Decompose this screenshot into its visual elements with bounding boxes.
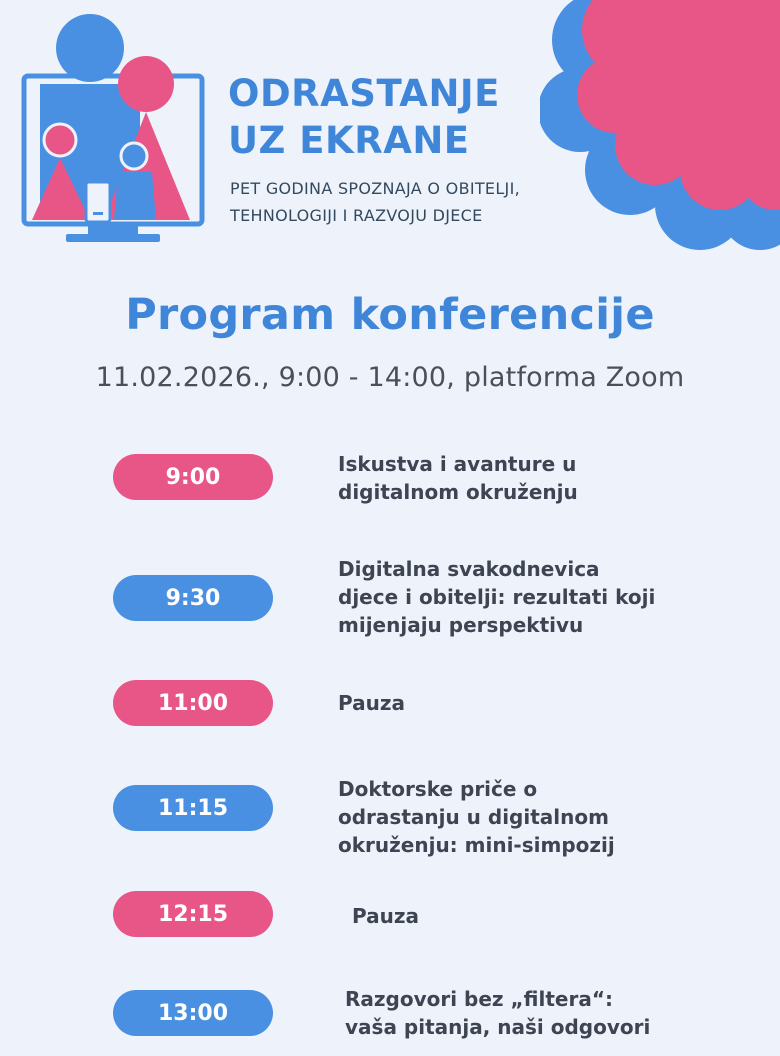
time-badge: 9:00: [113, 454, 273, 500]
time-badge: 13:00: [113, 990, 273, 1036]
schedule-item-line: mijenjaju perspektivu: [338, 613, 584, 637]
event-dateline: 11.02.2026., 9:00 - 14:00, platforma Zoom: [95, 362, 685, 393]
decorative-cloud: [540, 0, 780, 250]
brand-title: [228, 70, 500, 164]
schedule-item-line: Razgovori bez „filtera“:: [345, 987, 613, 1011]
brand-title-line: ODRASTANJE: [228, 72, 500, 115]
schedule-item-line: Pauza: [338, 691, 405, 715]
schedule-item-line: odrastanju u digitalnom: [338, 805, 609, 829]
brand-subtitle-line: TEHNOLOGIJI I RAZVOJU DJECE: [230, 206, 483, 225]
page-title: Program konferencije: [125, 290, 655, 340]
time-badge: 12:15: [113, 891, 273, 937]
schedule-item-line: Pauza: [352, 904, 419, 928]
time-badge: 11:00: [113, 680, 273, 726]
schedule-item-title: [338, 775, 615, 859]
schedule-item-title: [338, 450, 578, 506]
brand-title-line: UZ EKRANE: [228, 119, 470, 162]
time-badge: 9:30: [113, 575, 273, 621]
schedule-item-line: okruženju: mini-simpozij: [338, 833, 615, 857]
schedule-item-line: Iskustva i avanture u: [338, 452, 577, 476]
schedule-item-title: [338, 689, 405, 717]
brand-subtitle-line: PET GODINA SPOZNAJA O OBITELJI,: [230, 179, 520, 198]
schedule-item-title: [338, 555, 655, 639]
schedule-item-title: [352, 902, 419, 930]
brand-subtitle: [230, 175, 520, 229]
schedule-item-line: vaša pitanja, naši odgovori: [345, 1015, 651, 1039]
schedule-item-line: djece i obitelji: rezultati koji: [338, 585, 656, 609]
schedule-item-line: Doktorske priče o: [338, 777, 538, 801]
time-badge: 11:15: [113, 785, 273, 831]
schedule-item-title: [345, 985, 650, 1041]
logo: [18, 8, 208, 248]
schedule-item-line: Digitalna svakodnevica: [338, 557, 600, 581]
family-at-screen-icon: [18, 8, 208, 248]
schedule-item-line: digitalnom okruženju: [338, 480, 578, 504]
